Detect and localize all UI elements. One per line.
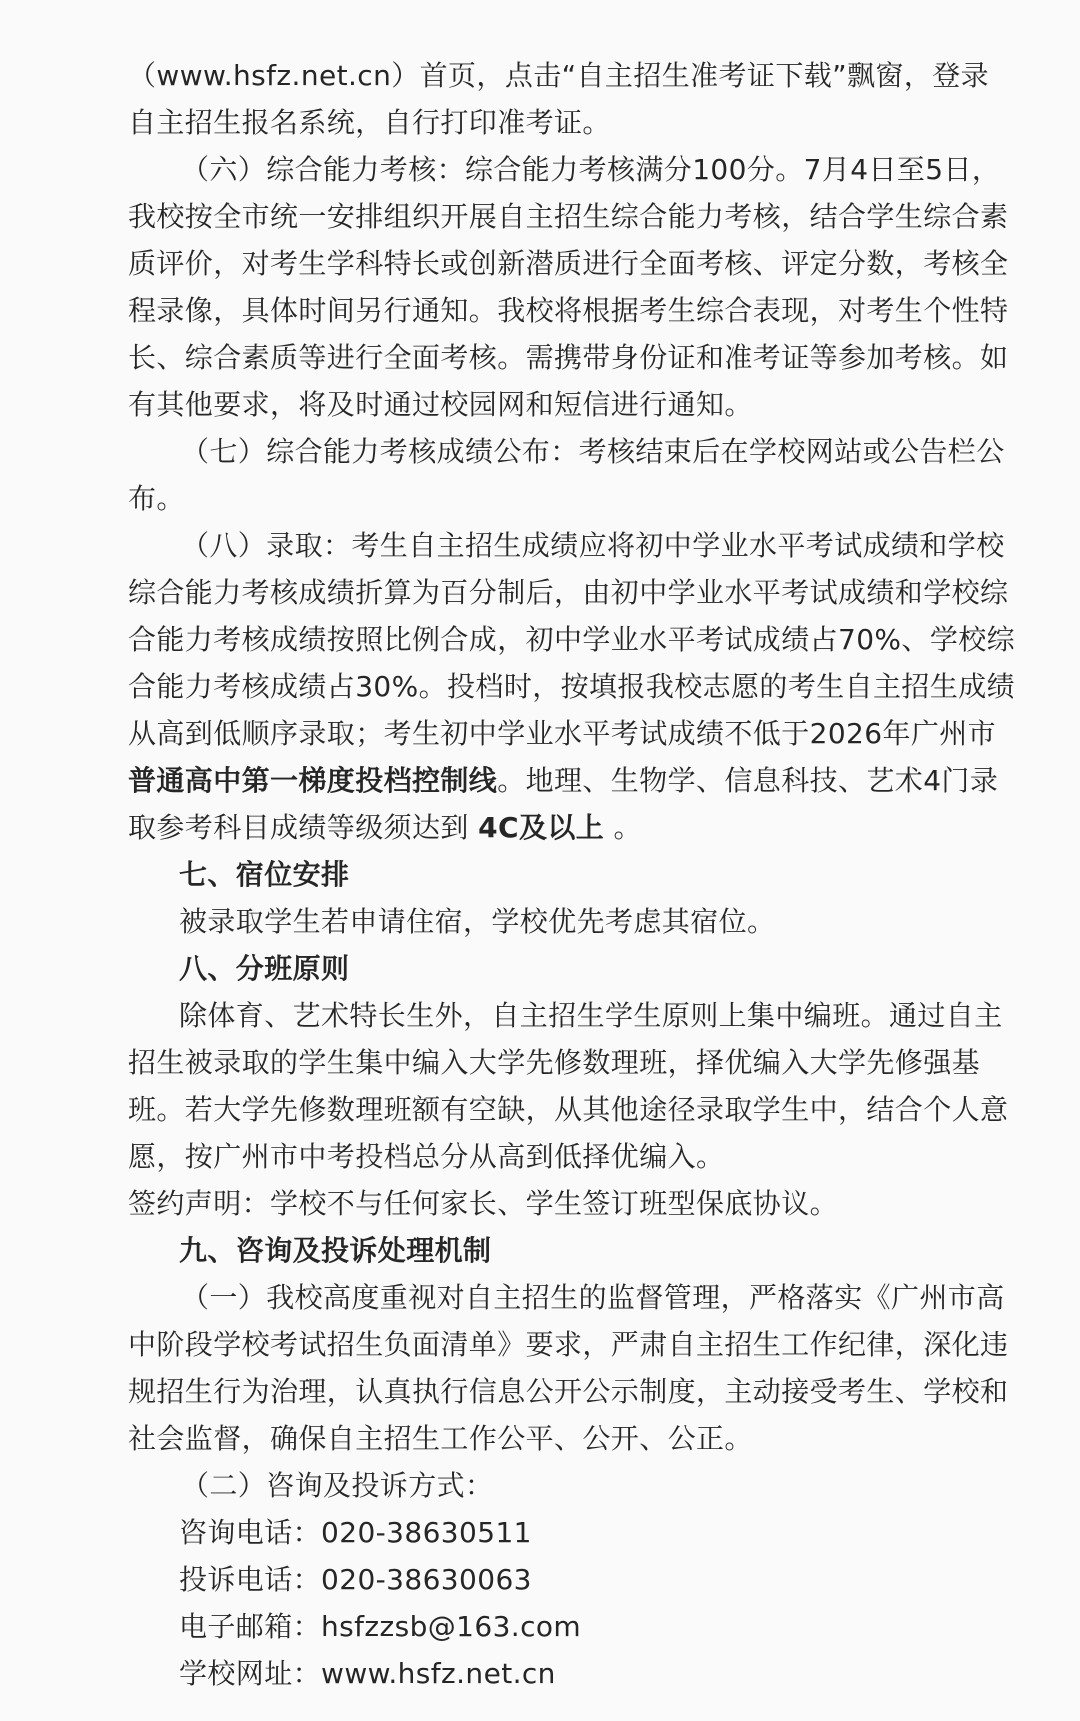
- paragraph-6-start: （六）综合能力考核：综合能力考核满分100分。7月4日至5日，: [181, 153, 1001, 186]
- text-span: 。地理、生物学、信息科技、艺术4门录: [497, 764, 999, 797]
- text-line: 从高到低顺序录取；考生初中学业水平考试成绩不低于2026年广州市: [128, 717, 997, 750]
- section-9-line: 社会监督，确保自主招生工作公平、公开、公正。: [128, 1422, 753, 1455]
- section-9-line: 中阶段学校考试招生负面清单》要求，严肃自主招生工作纪律，深化违: [128, 1328, 1009, 1361]
- text-line: 我校按全市统一安排组织开展自主招生综合能力考核，结合学生综合素: [128, 200, 1009, 233]
- contact-label: 投诉电话：: [179, 1563, 322, 1596]
- text-line: （www.hsfz.net.cn）首页，点击“自主招生准考证下载”飘窗，登录: [128, 59, 990, 92]
- text-line: 程录像，具体时间另行通知。我校将根据考生综合表现，对考生个性特: [128, 294, 1009, 327]
- text-line: 合能力考核成绩按照比例合成，初中学业水平考试成绩占70%、学校综: [128, 623, 1016, 656]
- text-span: 。: [604, 811, 642, 844]
- section-8-line: 愿，按广州市中考投档总分从高到低择优编入。: [128, 1140, 725, 1173]
- contact-phone: [128, 1509, 980, 1556]
- email-address[interactable]: hsfzzsb@163.com: [321, 1610, 582, 1643]
- text-line-bold-mix: [128, 757, 999, 804]
- text-line: 自主招生报名系统，自行打印准考证。: [128, 106, 611, 139]
- text-line: 综合能力考核成绩折算为百分制后，由初中学业水平考试成绩和学校综: [128, 576, 1009, 609]
- paragraph-8-start: （八）录取：考生自主招生成绩应将初中学业水平考试成绩和学校: [181, 529, 1005, 562]
- bold-control-line-text: 普通高中第一梯度投档控制线: [128, 764, 498, 797]
- text-line: 长、综合素质等进行全面考核。需携带身份证和准考证等参加考核。如: [128, 341, 1009, 374]
- section-7-heading: 七、宿位安排: [179, 858, 350, 891]
- signing-statement: 签约声明：学校不与任何家长、学生签订班型保底协议。: [128, 1187, 839, 1220]
- text-line: 有其他要求，将及时通过校园网和短信进行通知。: [128, 388, 753, 421]
- contact-website: [128, 1650, 980, 1697]
- phone-number[interactable]: 020-38630511: [321, 1516, 532, 1549]
- text-line: 质评价，对考生学科特长或创新潜质进行全面考核、评定分数，考核全: [128, 247, 1009, 280]
- contact-label: 电子邮箱：: [179, 1610, 322, 1643]
- section-9-line: （一）我校高度重视对自主招生的监督管理，严格落实《广州市高: [181, 1281, 1005, 1314]
- contact-label: 学校网址：: [179, 1657, 322, 1690]
- bold-grade-text: 4C及以上: [478, 811, 605, 844]
- section-9-line: 规招生行为治理，认真执行信息公开公示制度，主动接受考生、学校和: [128, 1375, 1009, 1408]
- complaint-number[interactable]: 020-38630063: [321, 1563, 532, 1596]
- section-9-heading: 九、咨询及投诉处理机制: [179, 1234, 492, 1267]
- section-8-line: 招生被录取的学生集中编入大学先修数理班，择优编入大学先修强基: [128, 1046, 981, 1079]
- section-8-line: 班。若大学先修数理班额有空缺，从其他途径录取学生中，结合个人意: [128, 1093, 1009, 1126]
- paragraph-7-start: （七）综合能力考核成绩公布：考核结束后在学校网站或公告栏公: [181, 435, 1005, 468]
- website-url[interactable]: www.hsfz.net.cn: [321, 1657, 556, 1690]
- section-8-heading: 八、分班原则: [179, 952, 350, 985]
- text-span: 取参考科目成绩等级须达到: [128, 811, 479, 844]
- text-line: 布。: [128, 482, 185, 515]
- contact-complaint: [128, 1556, 980, 1603]
- text-line-bold-mix: [128, 804, 980, 851]
- contact-label: 咨询电话：: [179, 1516, 322, 1549]
- text-line: 合能力考核成绩占30%。投档时，按填报我校志愿的考生自主招生成绩: [128, 670, 1016, 703]
- section-8-line: 除体育、艺术特长生外，自主招生学生原则上集中编班。通过自主: [179, 999, 1003, 1032]
- section-7-text: 被录取学生若申请住宿，学校优先考虑其宿位。: [179, 905, 776, 938]
- contact-email: [128, 1603, 980, 1650]
- section-9-line: （二）咨询及投诉方式：: [181, 1469, 494, 1502]
